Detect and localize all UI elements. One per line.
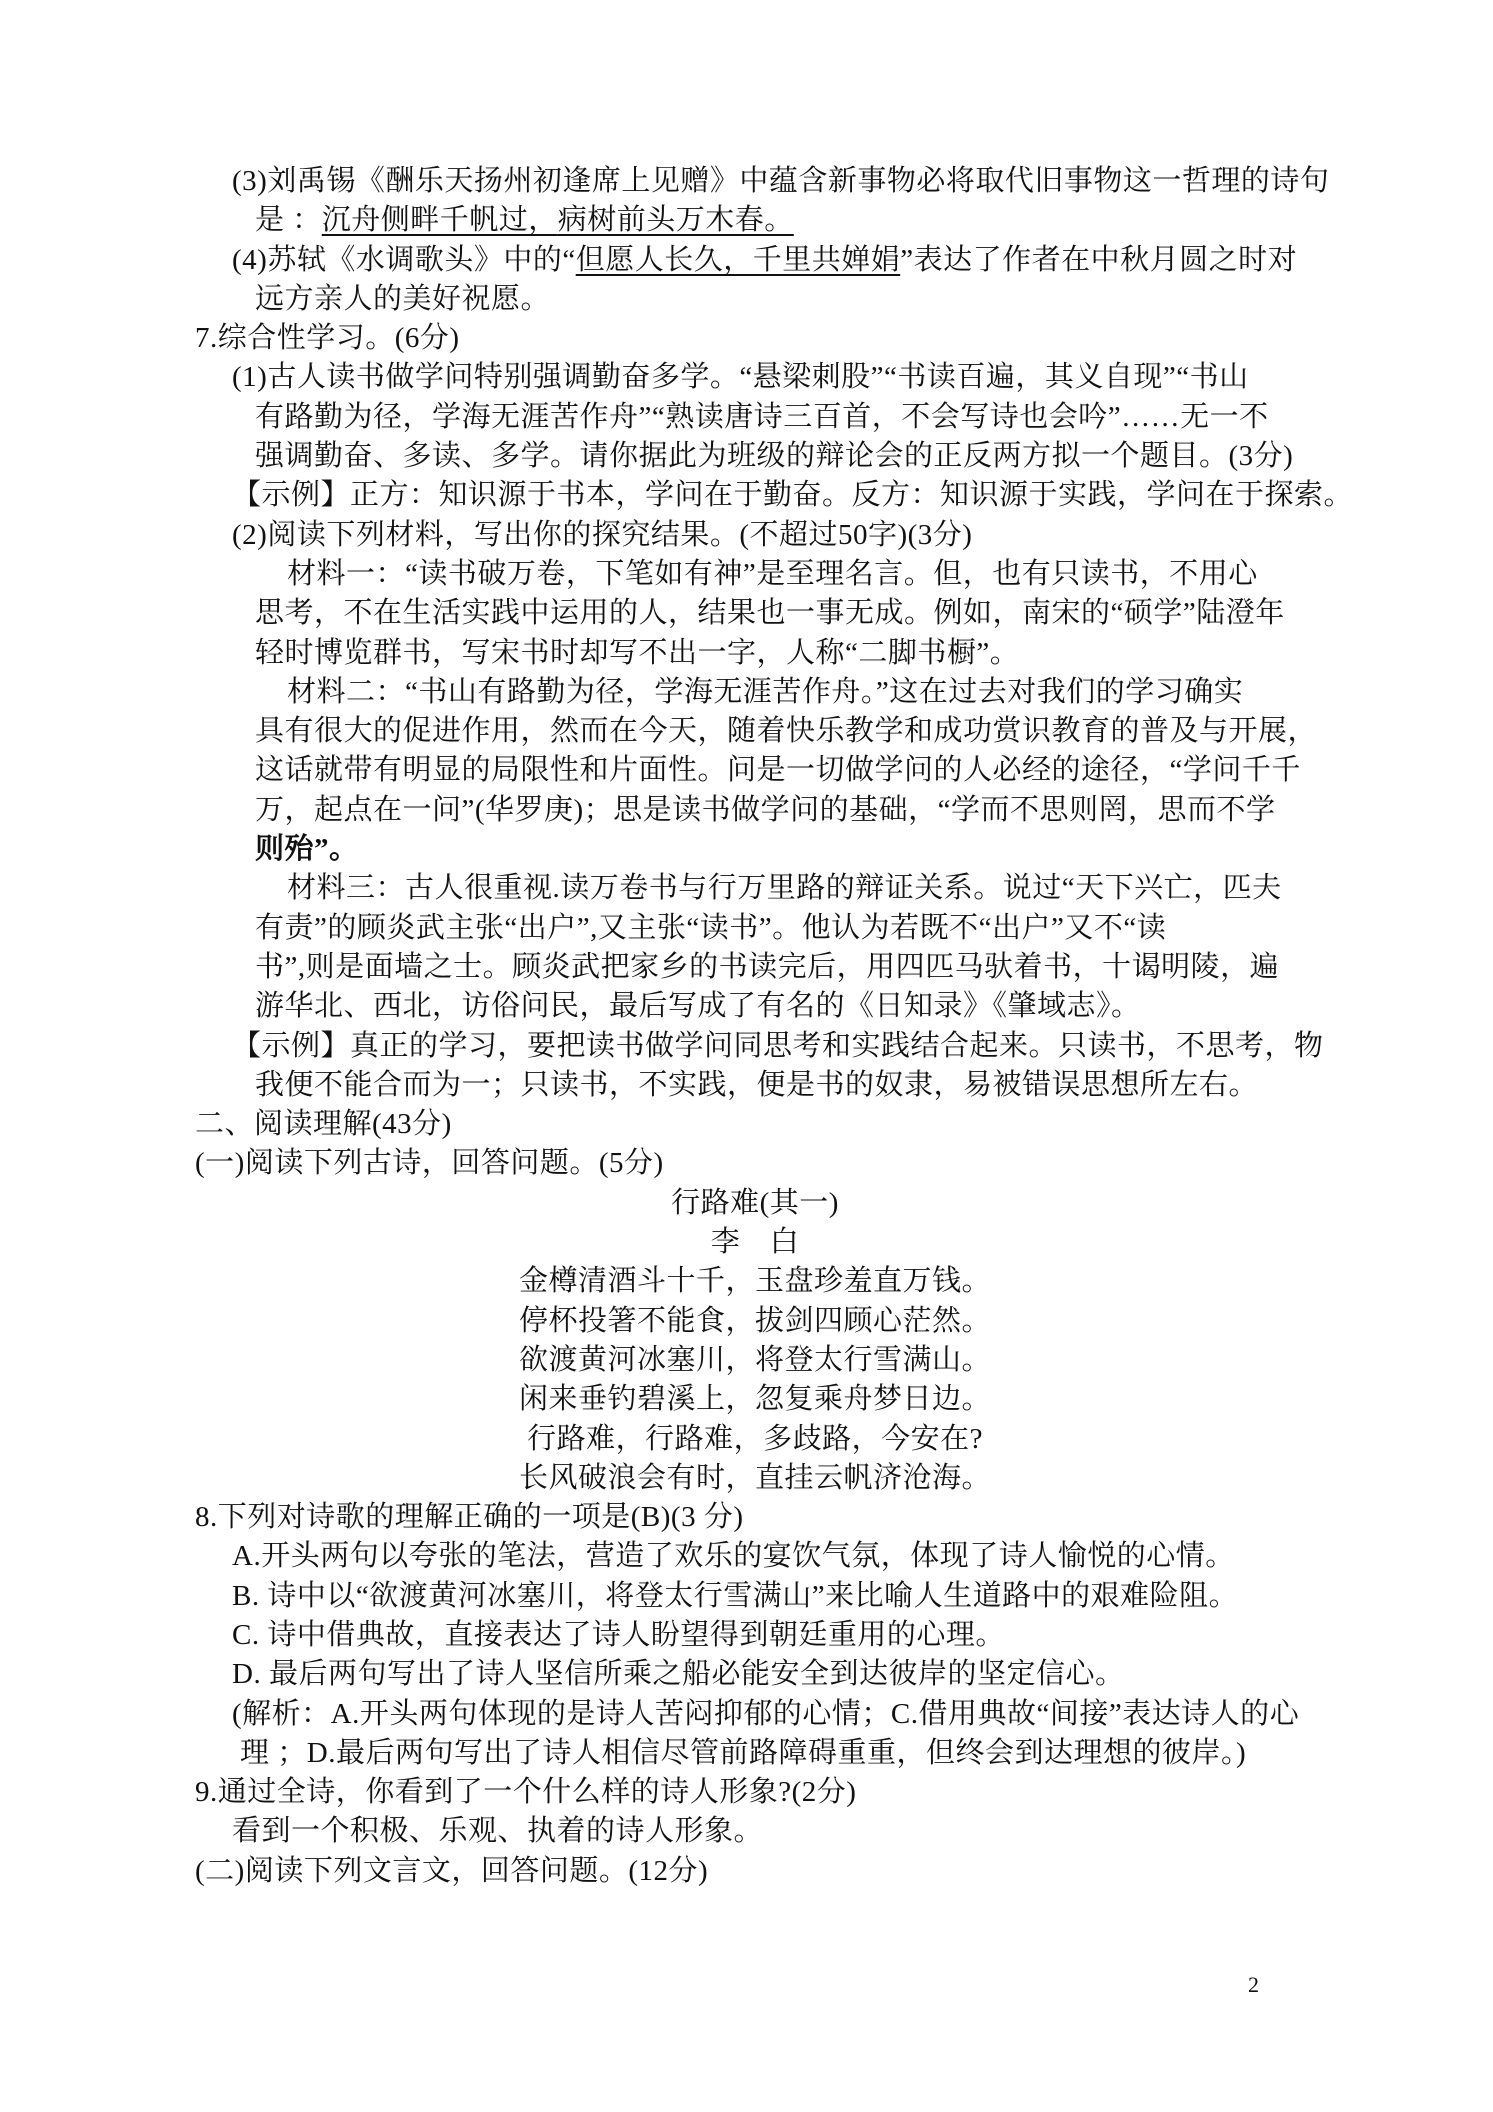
text-line-28 — [195, 1223, 1315, 1262]
text-segment: 这话就带有明显的局限性和片面性。问是一切做学问的人必经的途径，“学问千千 — [255, 754, 1301, 787]
text-segment: 书”,则是面墙之士。顾炎武把家乡的书读完后，用四匹马驮着书，十谒明陵，遍 — [255, 950, 1280, 983]
text-segment: (一)阅读下列古诗，回答问题。(5分) — [195, 1147, 664, 1180]
text-segment: C. 诗中借典故，直接表达了诗人盼望得到朝廷重用的心理。 — [232, 1618, 1005, 1651]
text-line-21 — [255, 948, 1315, 987]
text-line-13 — [255, 634, 1315, 673]
text-line-16 — [255, 751, 1315, 790]
text-line-35 — [195, 1498, 1315, 1537]
text-segment: 轻时博览群书，写宋书时却写不出一字，人称“二脚书橱”。 — [255, 636, 1020, 669]
text-line-43 — [232, 1812, 1315, 1851]
text-segment: 材料三：古人很重视.读万卷书与行万里路的辩证关系。说过“天下兴亡，匹夫 — [287, 872, 1282, 905]
text-segment: 行路难(其一) — [671, 1186, 839, 1219]
text-line-32 — [195, 1380, 1315, 1419]
text-segment: 材料一：“读书破万卷，下笔如有神”是至理名言。但，也有只读书，不用心 — [287, 557, 1258, 590]
text-line-5 — [195, 319, 1315, 358]
text-line-11 — [287, 555, 1315, 594]
text-line-40 — [232, 1695, 1315, 1734]
text-segment: 长风破浪会有时，直挂云帆济沧海。 — [518, 1461, 991, 1494]
text-line-34 — [195, 1459, 1315, 1498]
document-body — [195, 162, 1354, 1891]
text-segment: 【示例】正方：知识源于书本，学问在于勤奋。反方：知识源于实践，学问在于探索。 — [232, 479, 1354, 512]
text-line-17 — [255, 791, 1315, 830]
text-segment: 游华北、西北，访俗问民，最后写成了有名的《日知录》《肇域志》。 — [255, 990, 1141, 1023]
text-line-7 — [255, 398, 1315, 437]
text-segment: 但愿人长久，千里共婵娟 — [575, 243, 901, 276]
text-segment: 有路勤为径，学海无涯苦作舟”“熟读唐诗三百首，不会写诗也会吟”……无一不 — [255, 400, 1269, 433]
text-segment: 具有很大的促进作用，然而在今天，随着快乐教学和成功赏识教育的普及与开展， — [255, 715, 1318, 748]
text-segment: 李 白 — [710, 1226, 800, 1259]
text-line-19 — [287, 869, 1315, 908]
text-segment: 金樽清酒斗十千，玉盘珍羞直万钱。 — [518, 1265, 991, 1298]
text-line-37 — [232, 1577, 1315, 1616]
text-line-42 — [195, 1773, 1315, 1812]
text-segment: 是 ： — [255, 204, 322, 237]
text-line-31 — [195, 1341, 1315, 1380]
text-segment: 二、阅读理解(43分) — [195, 1108, 452, 1141]
text-line-8 — [255, 437, 1315, 476]
text-segment: (1)古人读书做学问特别强调勤奋多学。“悬梁刺股”“书读百遍，其义自现”“书山 — [232, 361, 1249, 394]
text-line-24 — [255, 1066, 1315, 1105]
text-line-29 — [195, 1262, 1315, 1301]
text-segment: (二)阅读下列文言文，回答问题。(12分) — [195, 1854, 709, 1887]
text-segment: 则殆”。 — [255, 833, 359, 866]
text-segment: (3)刘禹锡《酬乐天扬州初逢席上见赠》中蕴含新事物必将取代旧事物这一哲理的诗句 — [232, 165, 1330, 197]
text-line-4 — [255, 280, 1315, 319]
text-line-18 — [255, 830, 1315, 869]
text-line-27 — [195, 1184, 1315, 1223]
text-segment: 9.通过全诗，你看到了一个什么样的诗人形象?(2分) — [195, 1776, 857, 1809]
text-segment: 材料二：“书山有路勤为径，学海无涯苦作舟。”这在过去对我们的学习确实 — [287, 675, 1244, 708]
text-segment: 有责”的顾炎武主张“出户”,又主张“读书”。他认为若既不“出户”又不“读 — [255, 911, 1167, 944]
text-segment: 看到一个积极、乐观、执着的诗人形象。 — [232, 1815, 764, 1848]
text-segment: 万，起点在一问”(华罗庚)；思是读书做学问的基础，“学而不思则罔，思而不学 — [255, 793, 1276, 826]
text-segment: (4)苏轼《水调歌头》中的“ — [232, 243, 576, 276]
text-line-3 — [232, 241, 1315, 280]
page-number: 2 — [1248, 1972, 1259, 1997]
text-segment: 欲渡黄河冰塞川，将登太行雪满山。 — [518, 1343, 991, 1376]
text-segment: 7.综合性学习。(6分) — [195, 322, 460, 355]
text-segment: 行路难，行路难，多歧路，今安在? — [527, 1422, 983, 1455]
text-segment: 沉舟侧畔千帆过， — [321, 204, 558, 237]
text-line-25 — [195, 1105, 1315, 1144]
text-line-36 — [232, 1537, 1315, 1576]
text-line-33 — [195, 1420, 1315, 1459]
text-line-30 — [195, 1302, 1315, 1341]
text-segment: (2)阅读下列材料，写出你的探究结果。(不超过50字)(3分) — [232, 518, 973, 551]
text-segment: 【示例】真正的学习，要把读书做学问同思考和实践结合起来。只读书，不思考，物 — [232, 1029, 1324, 1062]
text-line-20 — [255, 909, 1315, 948]
text-line-6 — [232, 358, 1315, 397]
text-line-38 — [232, 1616, 1315, 1655]
text-line-22 — [255, 987, 1315, 1026]
text-segment: 8.下列对诗歌的理解正确的一项是(B)(3 分) — [195, 1501, 744, 1534]
text-segment: (解析：A.开头两句体现的是诗人苦闷抑郁的心情；C.借用典故“间接”表达诗人的心 — [232, 1697, 1300, 1730]
text-line-41 — [240, 1734, 1315, 1773]
text-segment: 远方亲人的美好祝愿。 — [255, 282, 551, 315]
text-segment: B. 诗中以“欲渡黄河冰塞川，将登太行雪满山”来比喻人生道路中的艰难险阻。 — [232, 1579, 1239, 1612]
text-segment: 理 ；D.最后两句写出了诗人相信尽管前路障碍重重，但终会到达理想的彼岸。) — [240, 1736, 1247, 1769]
text-line-10 — [232, 516, 1315, 555]
text-line-1 — [232, 162, 1330, 201]
text-segment: 我便不能合而为一；只读书，不实践，便是书的奴隶，易被错误思想所左右。 — [255, 1068, 1259, 1101]
text-line-12 — [255, 594, 1315, 633]
text-line-44 — [195, 1852, 1315, 1891]
text-line-23 — [232, 1027, 1324, 1066]
text-segment: 思考，不在生活实践中运用的人，结果也一事无成。例如，南宋的“硕学”陆澄年 — [255, 597, 1285, 630]
text-line-39 — [232, 1655, 1315, 1694]
text-segment: 强调勤奋、多读、多学。请你据此为班级的辩论会的正反两方拟一个题目。(3分) — [255, 440, 1294, 473]
text-segment: D. 最后两句写出了诗人坚信所乘之船必能安全到达彼岸的坚定信心。 — [232, 1658, 1125, 1691]
text-line-9 — [232, 476, 1354, 515]
text-line-15 — [255, 712, 1318, 751]
text-segment: 停杯投箸不能食，拔剑四顾心茫然。 — [518, 1304, 991, 1337]
text-line-2 — [255, 201, 1315, 240]
text-segment: 闲来垂钓碧溪上，忽复乘舟梦日边。 — [518, 1383, 991, 1416]
text-segment: ”表达了作者在中秋月圆之时对 — [900, 243, 1298, 276]
text-segment: 病树前头万木春。 — [557, 204, 794, 237]
text-line-14 — [287, 673, 1315, 712]
text-line-26 — [195, 1144, 1315, 1183]
text-segment: A.开头两句以夸张的笔法，营造了欢乐的宴饮气氛，体现了诗人愉悦的心情。 — [232, 1540, 1235, 1573]
